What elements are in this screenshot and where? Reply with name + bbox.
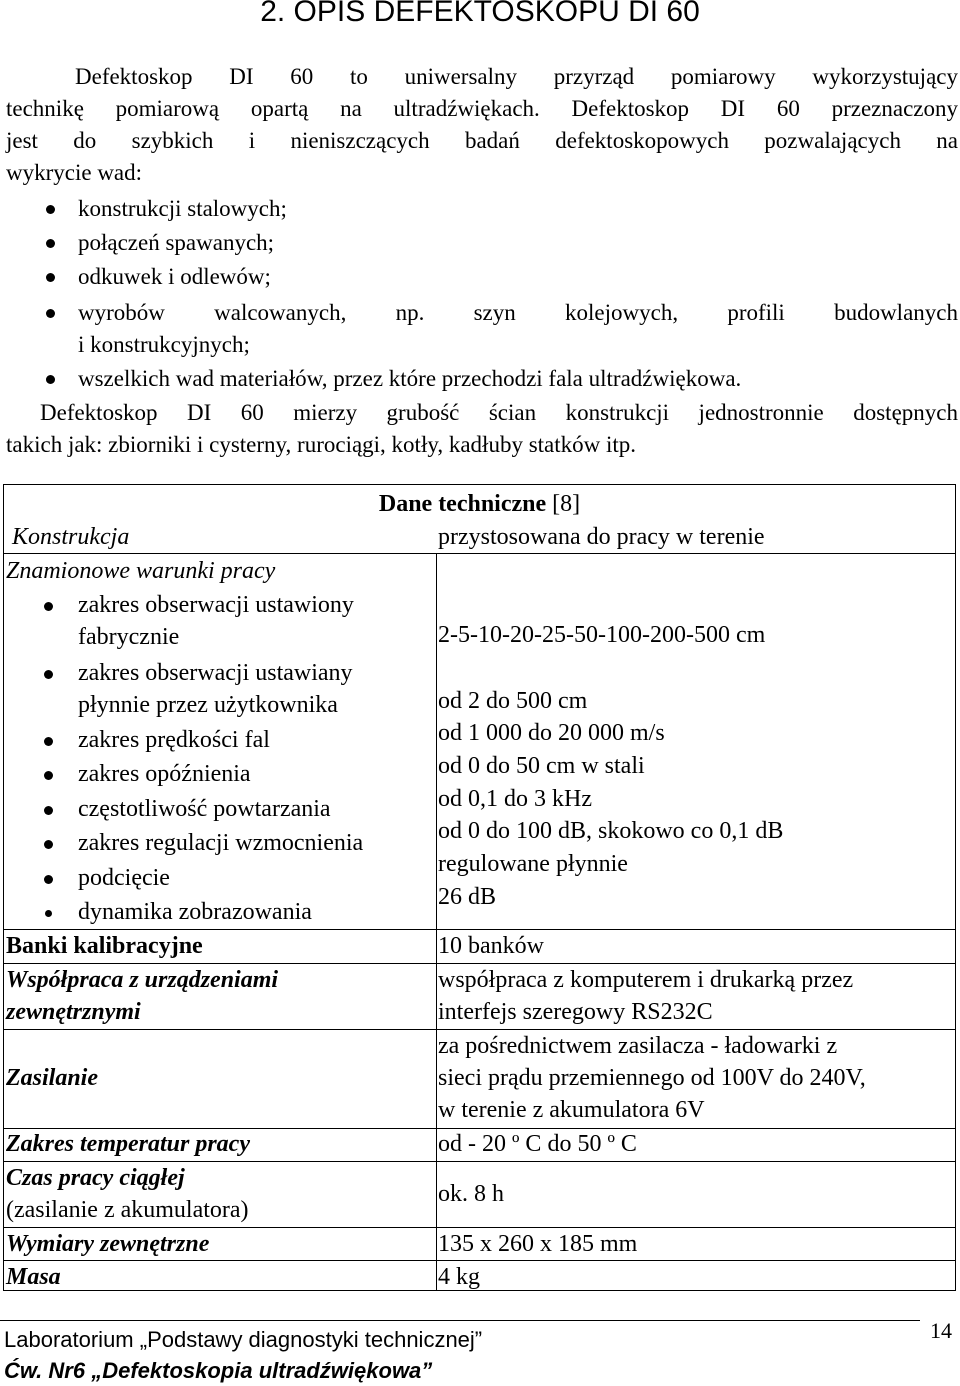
zasilanie-value: za pośrednictwem zasilacza - ładowarki z <box>438 1033 838 1059</box>
param-label: częstotliwość powtarzania <box>78 796 331 822</box>
column-divider <box>436 554 437 1291</box>
param-value: od 0 do 100 dB, skokowo co 0,1 dB <box>438 818 784 844</box>
param-label: płynnie przez użytkownika <box>78 692 338 718</box>
footer-lab-title: Laboratorium „Podstawy diagnostyki technicznej” <box>4 1327 483 1352</box>
czas-value: ok. 8 h <box>438 1181 504 1207</box>
bullet-icon <box>46 309 55 318</box>
zasilanie-value: sieci prądu przemiennego od 100V do 240V, <box>438 1065 866 1091</box>
bullet-icon <box>44 875 53 884</box>
czas-label: Czas pracy ciągłej <box>6 1165 185 1191</box>
wspolpraca-label: zewnętrznymi <box>6 999 141 1025</box>
wspolpraca-label: Współpraca z urządzeniami <box>6 967 279 993</box>
banki-label: Banki kalibracyjne <box>6 933 203 959</box>
param-value: regulowane płynnie <box>438 851 628 877</box>
outro-line-2: takich jak: zbiorniki i cysterny, rurociągi, kotły, kadłuby statków itp. <box>6 432 637 457</box>
bullet-icon <box>44 806 53 815</box>
footer-exercise-title: Ćw. Nr6 „Defektoskopia ultradźwiękowa” <box>4 1358 433 1383</box>
wymiary-label: Wymiary zewnętrzne <box>6 1231 210 1257</box>
konstrukcja-value: przystosowana do pracy w terenie <box>438 524 765 550</box>
param-label: zakres obserwacji ustawiany <box>78 660 353 686</box>
param-value: od 2 do 500 cm <box>438 688 588 714</box>
bullet-icon <box>44 670 53 679</box>
czas-label-note: (zasilanie z akumulatora) <box>6 1197 249 1223</box>
param-label: zakres opóźnienia <box>78 761 251 787</box>
intro-line-2: technikę pomiarową opartą na ultradźwiękach. Defektoskop DI 60 przeznaczony <box>6 96 958 121</box>
page-title: 2. OPIS DEFEKTOSKOPU DI 60 <box>260 0 700 28</box>
warunki-label: Znamionowe warunki pracy <box>6 558 276 584</box>
param-label: zakres prędkości fal <box>78 727 270 753</box>
param-label: dynamika zobrazowania <box>78 899 312 925</box>
wspolpraca-value: interfejs szeregowy RS232C <box>438 999 713 1025</box>
param-label: zakres obserwacji ustawiony <box>78 592 354 618</box>
bullet-icon <box>44 771 53 780</box>
temperatura-label: Zakres temperatur pracy <box>6 1131 250 1157</box>
konstrukcja-label: Konstrukcja <box>12 524 130 550</box>
footer-divider <box>0 1320 920 1321</box>
param-value: od 0,1 do 3 kHz <box>438 786 592 812</box>
wymiary-value: 135 x 260 x 185 mm <box>438 1231 638 1257</box>
param-label: fabrycznie <box>78 624 180 650</box>
bullet-icon <box>44 602 53 611</box>
param-value: 26 dB <box>438 884 497 910</box>
masa-value: 4 kg <box>438 1264 480 1290</box>
bullet-icon <box>46 375 55 384</box>
zasilanie-label: Zasilanie <box>6 1065 99 1091</box>
outro-line-1: Defektoskop DI 60 mierzy grubość ścian konstrukcji jednostronnie dostępnych <box>40 400 958 425</box>
param-value: od 0 do 50 cm w stali <box>438 753 645 779</box>
param-label: podcięcie <box>78 865 170 891</box>
bullet-icon <box>44 737 53 746</box>
bullet-icon <box>46 205 55 214</box>
masa-label: Masa <box>6 1264 61 1290</box>
intro-line-4: wykrycie wad: <box>6 160 143 185</box>
wspolpraca-value: współpraca z komputerem i drukarką przez <box>438 967 854 993</box>
param-label: zakres regulacji wzmocnienia <box>78 830 364 856</box>
banki-value: 10 banków <box>438 933 544 959</box>
bullet-icon <box>46 239 55 248</box>
technical-data-table <box>3 484 956 1291</box>
bullet-icon <box>44 840 53 849</box>
page-number: 14 <box>930 1318 952 1343</box>
intro-line-3: jest do szybkich i nieniszczących badań defektoskopowych pozwalających na <box>6 128 958 153</box>
param-value: od 1 000 do 20 000 m/s <box>438 720 665 746</box>
intro-line-1: Defektoskop DI 60 to uniwersalny przyrząd pomiarowy wykorzystujący <box>75 64 958 89</box>
bullet-icon <box>46 273 55 282</box>
zasilanie-value: w terenie z akumulatora 6V <box>438 1097 705 1123</box>
table-heading: Dane techniczne [8] <box>378 491 581 517</box>
param-value: 2-5-10-20-25-50-100-200-500 cm <box>438 622 766 648</box>
bullet-icon <box>45 910 52 917</box>
temperatura-value: od - 20 º C do 50 º C <box>438 1131 637 1157</box>
